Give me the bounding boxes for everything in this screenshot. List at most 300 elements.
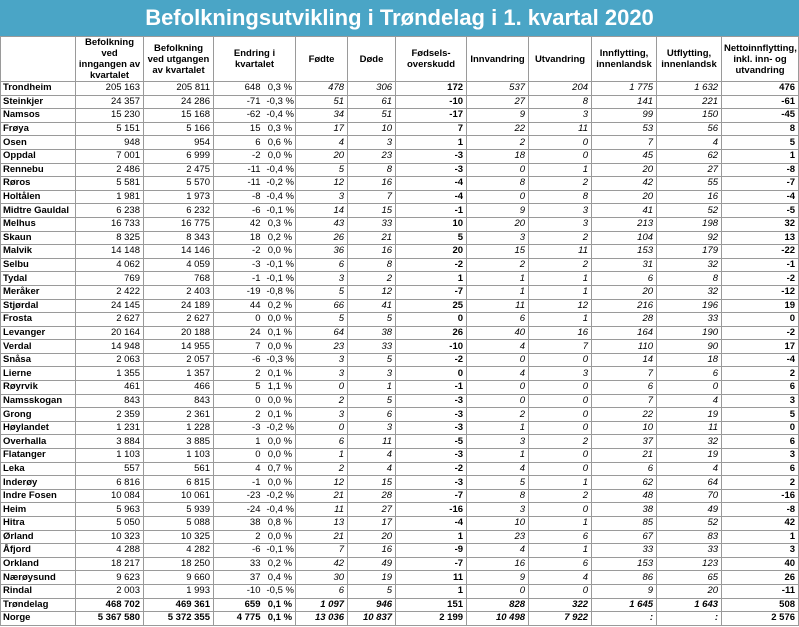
cell-pop-end: 1 103 [144, 449, 214, 463]
cell-out-domestic: 33 [657, 544, 722, 558]
cell-in-domestic: 33 [592, 544, 657, 558]
cell-deaths: 33 [348, 340, 396, 354]
table-row [1, 544, 799, 558]
cell-out-domestic: 90 [657, 340, 722, 354]
cell-net: -45 [722, 109, 799, 123]
cell-immigration: 1 [467, 421, 529, 435]
cell-birth-surplus: -3 [396, 421, 467, 435]
cell-change: -6 [214, 204, 264, 218]
cell-birth-surplus: 10 [396, 217, 467, 231]
cell-births: 17 [296, 122, 348, 136]
cell-name: Selbu [1, 258, 76, 272]
table-row [1, 95, 799, 109]
cell-birth-surplus: -4 [396, 190, 467, 204]
cell-pop-start: 16 733 [76, 217, 144, 231]
cell-change-pct: 0,3 % [264, 217, 296, 231]
cell-change-pct: -0,4 % [264, 109, 296, 123]
table-row [1, 258, 799, 272]
cell-out-domestic: 70 [657, 489, 722, 503]
cell-change-pct: -0,3 % [264, 353, 296, 367]
cell-deaths: 23 [348, 149, 396, 163]
cell-births: 64 [296, 326, 348, 340]
cell-emigration: 1 [529, 163, 592, 177]
cell-in-domestic: 42 [592, 177, 657, 191]
cell-births: 21 [296, 530, 348, 544]
cell-deaths: 28 [348, 489, 396, 503]
table-row [1, 435, 799, 449]
cell-name: Melhus [1, 217, 76, 231]
cell-change: 18 [214, 231, 264, 245]
cell-change-pct: 0,1 % [264, 612, 296, 626]
cell-deaths: 10 [348, 122, 396, 136]
cell-emigration: 3 [529, 217, 592, 231]
cell-change-pct: 1,1 % [264, 381, 296, 395]
cell-emigration: 0 [529, 503, 592, 517]
cell-name: Rindal [1, 584, 76, 598]
cell-out-domestic: 190 [657, 326, 722, 340]
table-row [1, 584, 799, 598]
cell-immigration: 10 [467, 517, 529, 531]
table-body [1, 82, 799, 626]
header-immigration: Innvandring [467, 37, 529, 82]
cell-immigration: 6 [467, 313, 529, 327]
cell-pop-end: 5 372 355 [144, 612, 214, 626]
cell-emigration: 11 [529, 122, 592, 136]
cell-birth-surplus: -16 [396, 503, 467, 517]
cell-name: Levanger [1, 326, 76, 340]
cell-immigration: 10 498 [467, 612, 529, 626]
cell-change-pct: -0,4 % [264, 190, 296, 204]
cell-change-pct: 0,0 % [264, 149, 296, 163]
header-change: Endring i kvartalet [214, 37, 296, 82]
cell-in-domestic: 10 [592, 421, 657, 435]
cell-deaths: 5 [348, 584, 396, 598]
cell-change-pct: -0,2 % [264, 489, 296, 503]
cell-change: 24 [214, 326, 264, 340]
cell-change: -11 [214, 177, 264, 191]
cell-pop-end: 2 361 [144, 408, 214, 422]
cell-birth-surplus: -3 [396, 149, 467, 163]
cell-change-pct: 0,0 % [264, 435, 296, 449]
table-row [1, 340, 799, 354]
cell-change: -62 [214, 109, 264, 123]
table-row [1, 462, 799, 476]
cell-birth-surplus: -2 [396, 462, 467, 476]
cell-in-domestic: 20 [592, 163, 657, 177]
cell-deaths: 5 [348, 313, 396, 327]
cell-pop-start: 14 148 [76, 245, 144, 259]
cell-births: 3 [296, 190, 348, 204]
cell-net: 6 [722, 462, 799, 476]
cell-births: 1 097 [296, 598, 348, 612]
cell-pop-end: 466 [144, 381, 214, 395]
cell-in-domestic: 141 [592, 95, 657, 109]
cell-change-pct: 0,4 % [264, 571, 296, 585]
cell-change: -10 [214, 584, 264, 598]
cell-out-domestic: 27 [657, 163, 722, 177]
cell-births: 2 [296, 394, 348, 408]
cell-pop-start: 5 367 580 [76, 612, 144, 626]
cell-change: 15 [214, 122, 264, 136]
table-row [1, 204, 799, 218]
cell-change-pct: 0,0 % [264, 476, 296, 490]
cell-name: Stjørdal [1, 299, 76, 313]
cell-name: Flatanger [1, 449, 76, 463]
table-row [1, 476, 799, 490]
cell-pop-end: 205 811 [144, 82, 214, 96]
cell-out-domestic: 64 [657, 476, 722, 490]
cell-birth-surplus: 7 [396, 122, 467, 136]
cell-deaths: 49 [348, 557, 396, 571]
cell-pop-start: 5 581 [76, 177, 144, 191]
cell-net: -7 [722, 177, 799, 191]
cell-birth-surplus: -4 [396, 517, 467, 531]
cell-in-domestic: 1 645 [592, 598, 657, 612]
cell-deaths: 19 [348, 571, 396, 585]
cell-change-pct: 0,7 % [264, 462, 296, 476]
cell-pop-start: 24 357 [76, 95, 144, 109]
cell-birth-surplus: -2 [396, 353, 467, 367]
cell-out-domestic: 4 [657, 462, 722, 476]
cell-net: 17 [722, 340, 799, 354]
cell-out-domestic: 65 [657, 571, 722, 585]
cell-net: 0 [722, 421, 799, 435]
cell-emigration: 2 [529, 231, 592, 245]
cell-immigration: 15 [467, 245, 529, 259]
cell-birth-surplus: 26 [396, 326, 467, 340]
cell-name: Rennebu [1, 163, 76, 177]
table-row [1, 421, 799, 435]
cell-pop-start: 2 003 [76, 584, 144, 598]
cell-in-domestic: 6 [592, 272, 657, 286]
cell-pop-start: 2 422 [76, 285, 144, 299]
cell-pop-start: 843 [76, 394, 144, 408]
cell-immigration: 1 [467, 285, 529, 299]
cell-immigration: 1 [467, 272, 529, 286]
cell-out-domestic: 92 [657, 231, 722, 245]
cell-birth-surplus: -10 [396, 340, 467, 354]
cell-change-pct: 0,0 % [264, 449, 296, 463]
table-row [1, 313, 799, 327]
cell-out-domestic: 19 [657, 449, 722, 463]
cell-births: 3 [296, 408, 348, 422]
cell-name: Leka [1, 462, 76, 476]
cell-change: 2 [214, 408, 264, 422]
cell-emigration: 4 [529, 571, 592, 585]
cell-deaths: 21 [348, 231, 396, 245]
table-row [1, 408, 799, 422]
cell-name: Frosta [1, 313, 76, 327]
cell-in-domestic: 22 [592, 408, 657, 422]
header-net: Nettoinnflytting, inkl. inn- og utvandring [722, 37, 799, 82]
cell-deaths: 4 [348, 449, 396, 463]
cell-deaths: 15 [348, 476, 396, 490]
cell-change-pct: -0,3 % [264, 95, 296, 109]
cell-net: 8 [722, 122, 799, 136]
cell-emigration: 2 [529, 177, 592, 191]
cell-pop-end: 14 146 [144, 245, 214, 259]
cell-net: 508 [722, 598, 799, 612]
cell-pop-end: 1 357 [144, 367, 214, 381]
cell-emigration: 11 [529, 245, 592, 259]
cell-name: Verdal [1, 340, 76, 354]
cell-emigration: 0 [529, 449, 592, 463]
table-row [1, 517, 799, 531]
cell-emigration: 1 [529, 285, 592, 299]
cell-immigration: 2 [467, 258, 529, 272]
cell-pop-start: 1 355 [76, 367, 144, 381]
cell-out-domestic: 1 643 [657, 598, 722, 612]
cell-emigration: 1 [529, 476, 592, 490]
cell-emigration: 6 [529, 530, 592, 544]
cell-name: Hitra [1, 517, 76, 531]
cell-out-domestic: 56 [657, 122, 722, 136]
cell-immigration: 0 [467, 394, 529, 408]
header-pop-start: Befolkning ved inngangen av kvartalet [76, 37, 144, 82]
table-row [1, 177, 799, 191]
cell-immigration: 4 [467, 462, 529, 476]
cell-name: Steinkjer [1, 95, 76, 109]
cell-pop-start: 1 103 [76, 449, 144, 463]
header-out-domestic: Utflytting, innenlandsk [657, 37, 722, 82]
cell-net: 6 [722, 435, 799, 449]
cell-net: 5 [722, 136, 799, 150]
cell-pop-start: 2 486 [76, 163, 144, 177]
cell-emigration: 1 [529, 517, 592, 531]
cell-birth-surplus: 1 [396, 530, 467, 544]
cell-emigration: 6 [529, 557, 592, 571]
cell-birth-surplus: 5 [396, 231, 467, 245]
cell-out-domestic: 150 [657, 109, 722, 123]
cell-out-domestic: 221 [657, 95, 722, 109]
cell-births: 14 [296, 204, 348, 218]
cell-out-domestic: 1 632 [657, 82, 722, 96]
cell-name: Røyrvik [1, 381, 76, 395]
cell-immigration: 40 [467, 326, 529, 340]
cell-out-domestic: 33 [657, 313, 722, 327]
cell-deaths: 3 [348, 136, 396, 150]
cell-pop-end: 20 188 [144, 326, 214, 340]
cell-out-domestic: : [657, 612, 722, 626]
cell-births: 36 [296, 245, 348, 259]
table-row [1, 149, 799, 163]
cell-change: 4 [214, 462, 264, 476]
cell-change: 42 [214, 217, 264, 231]
header-row [1, 37, 799, 82]
cell-birth-surplus: -3 [396, 394, 467, 408]
cell-births: 43 [296, 217, 348, 231]
cell-pop-start: 461 [76, 381, 144, 395]
cell-net: 1 [722, 149, 799, 163]
cell-births: 51 [296, 95, 348, 109]
cell-in-domestic: 48 [592, 489, 657, 503]
cell-birth-surplus: -5 [396, 435, 467, 449]
cell-emigration: 2 [529, 489, 592, 503]
cell-emigration: 2 [529, 258, 592, 272]
cell-pop-end: 469 361 [144, 598, 214, 612]
cell-out-domestic: 52 [657, 517, 722, 531]
cell-out-domestic: 32 [657, 435, 722, 449]
cell-in-domestic: 21 [592, 449, 657, 463]
cell-name: Malvik [1, 245, 76, 259]
cell-pop-start: 2 063 [76, 353, 144, 367]
cell-net: -5 [722, 204, 799, 218]
cell-in-domestic: : [592, 612, 657, 626]
cell-net: -8 [722, 163, 799, 177]
cell-deaths: 6 [348, 408, 396, 422]
table-row [1, 109, 799, 123]
cell-pop-start: 3 884 [76, 435, 144, 449]
cell-births: 4 [296, 136, 348, 150]
cell-in-domestic: 164 [592, 326, 657, 340]
table-row [1, 285, 799, 299]
cell-emigration: 7 [529, 340, 592, 354]
cell-out-domestic: 0 [657, 381, 722, 395]
cell-emigration: 0 [529, 421, 592, 435]
cell-in-domestic: 7 [592, 367, 657, 381]
cell-emigration: 8 [529, 95, 592, 109]
cell-name: Ørland [1, 530, 76, 544]
cell-name: Trondheim [1, 82, 76, 96]
cell-deaths: 7 [348, 190, 396, 204]
cell-deaths: 5 [348, 353, 396, 367]
cell-births: 1 [296, 449, 348, 463]
cell-immigration: 27 [467, 95, 529, 109]
cell-pop-start: 4 288 [76, 544, 144, 558]
cell-pop-end: 2 403 [144, 285, 214, 299]
cell-in-domestic: 110 [592, 340, 657, 354]
cell-in-domestic: 213 [592, 217, 657, 231]
cell-pop-end: 2 627 [144, 313, 214, 327]
cell-births: 12 [296, 476, 348, 490]
cell-in-domestic: 14 [592, 353, 657, 367]
cell-change-pct: -0,8 % [264, 285, 296, 299]
cell-immigration: 3 [467, 435, 529, 449]
cell-births: 34 [296, 109, 348, 123]
cell-pop-end: 5 570 [144, 177, 214, 191]
cell-deaths: 33 [348, 217, 396, 231]
cell-pop-start: 15 230 [76, 109, 144, 123]
table-row [1, 190, 799, 204]
cell-immigration: 4 [467, 340, 529, 354]
cell-in-domestic: 6 [592, 381, 657, 395]
cell-birth-surplus: -3 [396, 163, 467, 177]
cell-immigration: 5 [467, 476, 529, 490]
cell-deaths: 3 [348, 367, 396, 381]
cell-immigration: 9 [467, 204, 529, 218]
cell-pop-end: 2 057 [144, 353, 214, 367]
cell-births: 11 [296, 503, 348, 517]
table-row [1, 163, 799, 177]
cell-name: Frøya [1, 122, 76, 136]
header-in-domestic: Innflytting, innenlandsk [592, 37, 657, 82]
cell-pop-end: 5 939 [144, 503, 214, 517]
cell-out-domestic: 123 [657, 557, 722, 571]
cell-change-pct: -0,1 % [264, 272, 296, 286]
cell-immigration: 20 [467, 217, 529, 231]
cell-net: 13 [722, 231, 799, 245]
cell-change-pct: 0,0 % [264, 313, 296, 327]
table-row [1, 353, 799, 367]
cell-name: Lierne [1, 367, 76, 381]
cell-birth-surplus: -1 [396, 204, 467, 218]
table-row [1, 530, 799, 544]
cell-net: 3 [722, 544, 799, 558]
cell-births: 6 [296, 435, 348, 449]
cell-pop-start: 24 145 [76, 299, 144, 313]
cell-births: 0 [296, 381, 348, 395]
cell-immigration: 9 [467, 571, 529, 585]
cell-name: Grong [1, 408, 76, 422]
cell-births: 6 [296, 584, 348, 598]
cell-change-pct: 0,0 % [264, 340, 296, 354]
cell-out-domestic: 179 [657, 245, 722, 259]
cell-birth-surplus: -7 [396, 557, 467, 571]
cell-net: -61 [722, 95, 799, 109]
cell-name: Orkland [1, 557, 76, 571]
cell-deaths: 8 [348, 258, 396, 272]
cell-pop-start: 2 359 [76, 408, 144, 422]
cell-deaths: 946 [348, 598, 396, 612]
cell-net: 476 [722, 82, 799, 96]
cell-pop-end: 15 168 [144, 109, 214, 123]
cell-change: -6 [214, 544, 264, 558]
cell-name: Høylandet [1, 421, 76, 435]
cell-pop-start: 7 001 [76, 149, 144, 163]
cell-emigration: 3 [529, 109, 592, 123]
cell-change-pct: -0,1 % [264, 258, 296, 272]
cell-change: 648 [214, 82, 264, 96]
cell-out-domestic: 32 [657, 258, 722, 272]
cell-births: 5 [296, 163, 348, 177]
header-births: Fødte [296, 37, 348, 82]
cell-change: -11 [214, 163, 264, 177]
cell-out-domestic: 6 [657, 367, 722, 381]
cell-pop-start: 205 163 [76, 82, 144, 96]
cell-name: Røros [1, 177, 76, 191]
cell-net: 2 [722, 476, 799, 490]
cell-change: 2 [214, 530, 264, 544]
cell-immigration: 1 [467, 449, 529, 463]
cell-change: 1 [214, 435, 264, 449]
cell-pop-start: 5 963 [76, 503, 144, 517]
cell-birth-surplus: 1 [396, 584, 467, 598]
cell-net: -11 [722, 584, 799, 598]
cell-change: 4 775 [214, 612, 264, 626]
table-row [1, 299, 799, 313]
cell-births: 13 [296, 517, 348, 531]
cell-pop-start: 769 [76, 272, 144, 286]
cell-emigration: 8 [529, 190, 592, 204]
table-row [1, 367, 799, 381]
cell-pop-end: 8 343 [144, 231, 214, 245]
cell-birth-surplus: -3 [396, 476, 467, 490]
cell-change-pct: -0,1 % [264, 544, 296, 558]
table-row [1, 326, 799, 340]
cell-net: 26 [722, 571, 799, 585]
cell-net: 3 [722, 394, 799, 408]
cell-name: Snåsa [1, 353, 76, 367]
cell-pop-start: 948 [76, 136, 144, 150]
cell-out-domestic: 32 [657, 285, 722, 299]
cell-pop-start: 1 231 [76, 421, 144, 435]
cell-name: Indre Fosen [1, 489, 76, 503]
cell-pop-end: 768 [144, 272, 214, 286]
cell-in-domestic: 20 [592, 190, 657, 204]
cell-pop-end: 561 [144, 462, 214, 476]
cell-deaths: 3 [348, 421, 396, 435]
cell-births: 3 [296, 353, 348, 367]
